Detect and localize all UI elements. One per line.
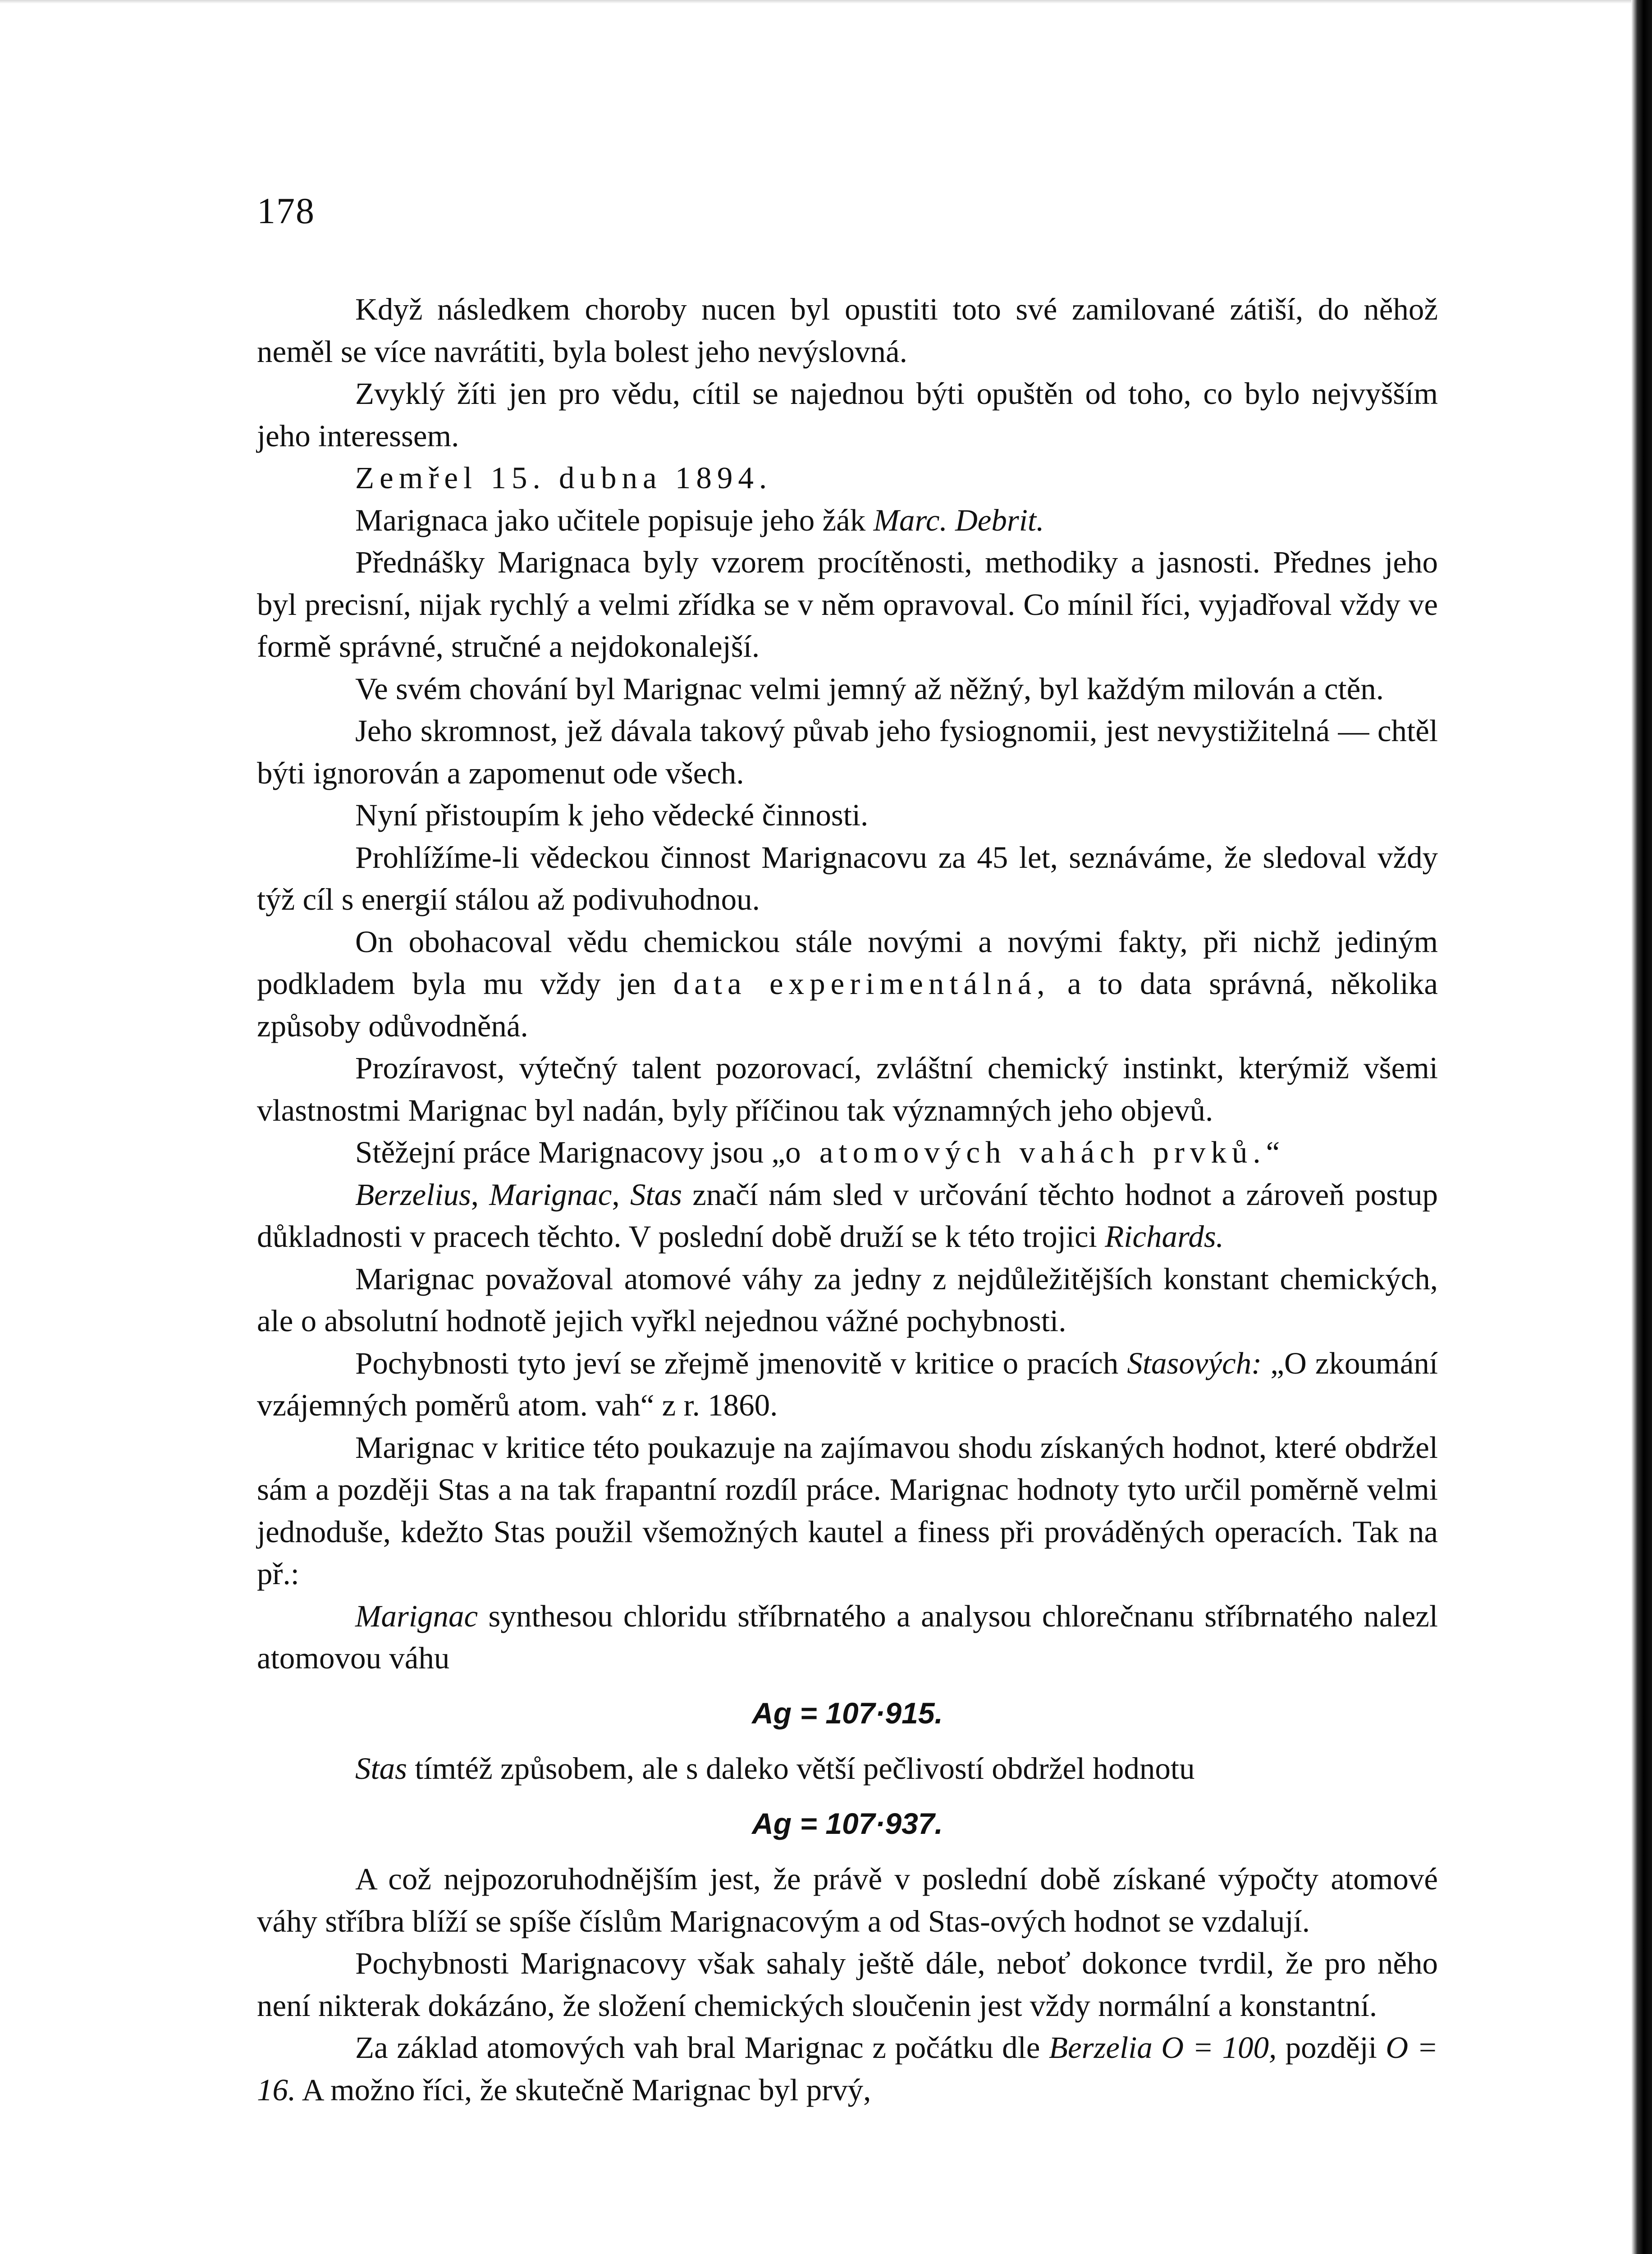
page-scan-edge-top [0, 0, 1652, 4]
italic-text: Marignac [355, 1599, 478, 1633]
text-run: Prohlížíme-li vědeckou činnost Marignacovu za 45 let, seznáváme, že sledoval vždy týž cíl s energií stálou až podivuhodnou. [257, 840, 1438, 916]
text-run: a to data správná, několika způsoby odůvodněná. [257, 967, 1438, 1043]
paragraph [257, 837, 1438, 921]
paragraph [257, 1047, 1438, 1132]
formula [257, 1803, 1438, 1845]
text-run: Marignac považoval atomové váhy za jedny z nejdůležitějších konstant chemických, ale o absolutní hodnotě jejich vyřkl nejednou vážné pochybnosti. [257, 1261, 1438, 1338]
paragraph [257, 1132, 1438, 1174]
text-run: Přednášky Marignaca byly vzorem procítěnosti, methodiky a jasnosti. Přednes jeho byl precisní, nijak rychlý a velmi zřídka se v něm opravoval. Co mínil říci, vyjadřoval vždy ve formě správné, stručné a nejdokonalejší. [257, 545, 1438, 664]
paragraph [257, 499, 1438, 542]
paragraph [257, 1258, 1438, 1342]
text-run: Pochybnosti tyto jeví se zřejmě jmenovitě v kritice o pracích [355, 1346, 1127, 1380]
body-text [257, 289, 1438, 2111]
paragraph [257, 1174, 1438, 1258]
paragraph [257, 1748, 1438, 1790]
text-run: “ [1266, 1135, 1280, 1169]
italic-text: Stas [630, 1177, 682, 1212]
paragraph [257, 1858, 1438, 1942]
text-run: Jeho skromnost, jež dávala takový půvab jeho fysiognomii, jest nevystižitelná — chtěl býti ignorován a zapomenut ode všech. [257, 714, 1438, 790]
paragraph [257, 2027, 1438, 2111]
paragraph [257, 921, 1438, 1048]
italic-text: Berzelia O = 100, [1048, 2030, 1277, 2065]
text-run: A což nejpozoruhodnějším jest, že právě v poslední době získané výpočty atomové váhy stříbra blíží se spíše číslům Marignacovým a od Stas-ových hodnot se vzdalují. [257, 1862, 1438, 1938]
paragraph [257, 1342, 1438, 1427]
text-run: Nyní přistoupím k jeho vědecké činnosti. [355, 798, 869, 832]
text-run: Pochybnosti Marignacovy však sahaly ještě dále, neboť dokonce tvrdil, že pro něho není nikterak dokázáno, že složení chemických sloučenin jest vždy normální a konstantní. [257, 1946, 1438, 2023]
text-run: Marignac v kritice této poukazuje na zajímavou shodu získaných hodnot, které obdržel sám a později Stas a na tak frapantní rozdíl práce. Marignac hodnoty tyto určil poměrně velmi jednoduše, kdežto Stas použil všemožných kautel a finess při prováděných operacích. Tak na př.: [257, 1430, 1438, 1591]
text-run: synthesou chloridu stříbrnatého a analysou chlorečnanu stříbrnatého nalezl atomovou váhu [257, 1599, 1438, 1675]
page-number: 178 [257, 190, 315, 231]
paragraph [257, 541, 1438, 668]
text-run: Ag = 107·937. [752, 1806, 943, 1840]
text-run: , [471, 1177, 490, 1212]
spaced-text: Zemřel 15. dubna 1894. [355, 461, 773, 495]
italic-text: O = 16. [257, 2030, 1438, 2107]
text-run: A možno říci, že skutečně Marignac byl prvý, [296, 2072, 871, 2107]
text-run: Ag = 107·915. [752, 1696, 943, 1730]
italic-text: Stasových: [1127, 1346, 1262, 1380]
spaced-text: data experimentálná, [673, 967, 1050, 1001]
text-run: Za základ atomových vah bral Marignac z počátku dle [355, 2030, 1049, 2065]
page-scan-edge-right [1631, 0, 1652, 2254]
text-run: On obohacoval vědu chemickou stále novými a novými fakty, při nichž jediným podkladem byla mu vždy jen [257, 924, 1438, 1001]
paragraph [257, 1595, 1438, 1680]
text-run: Prozíravost, výtečný talent pozorovací, zvláštní chemický instinkt, kterýmiž všemi vlastnostmi Marignac byl nadán, byly příčinou tak významných jeho objevů. [257, 1051, 1438, 1127]
text-run: Stěžejní práce Marignacovy jsou „ [355, 1135, 786, 1169]
paragraph [257, 668, 1438, 710]
spaced-text: o atomových vahách prvků. [785, 1135, 1266, 1169]
italic-text: Marc. Debrit. [873, 503, 1044, 537]
paragraph [257, 794, 1438, 837]
italic-text: Berzelius [355, 1177, 471, 1212]
text-run: , [612, 1177, 630, 1212]
formula [257, 1692, 1438, 1735]
text-run: „O zkoumání vzájemných poměrů atom. vah“ z r. 1860. [257, 1346, 1438, 1422]
italic-text: Richards. [1105, 1219, 1224, 1254]
paragraph [257, 373, 1438, 457]
text-run: Zvyklý žíti jen pro vědu, cítil se najednou býti opuštěn od toho, co bylo nejvyšším jeho interessem. [257, 376, 1438, 453]
text-run: značí nám sled v určování těchto hodnot a zároveň postup důkladnosti v pracech těchto. V poslední době druží se k této trojici [257, 1177, 1438, 1254]
paragraph [257, 289, 1438, 373]
italic-text: Stas [355, 1751, 407, 1786]
text-run: později [1277, 2030, 1386, 2065]
text-run: Když následkem choroby nucen byl opustiti toto své zamilované zátiší, do něhož neměl se více navrátiti, byla bolest jeho nevýslovná. [257, 292, 1438, 369]
italic-text: Marignac [489, 1177, 612, 1212]
paragraph [257, 1427, 1438, 1595]
paragraph [257, 710, 1438, 794]
paragraph [257, 457, 1438, 499]
text-run: Ve svém chování byl Marignac velmi jemný až něžný, byl každým milován a ctěn. [355, 671, 1384, 706]
paragraph [257, 1942, 1438, 2027]
text-run: tímtéž způsobem, ale s daleko větší pečlivostí obdržel hodnotu [407, 1751, 1195, 1786]
text-run: Marignaca jako učitele popisuje jeho žák [355, 503, 874, 537]
